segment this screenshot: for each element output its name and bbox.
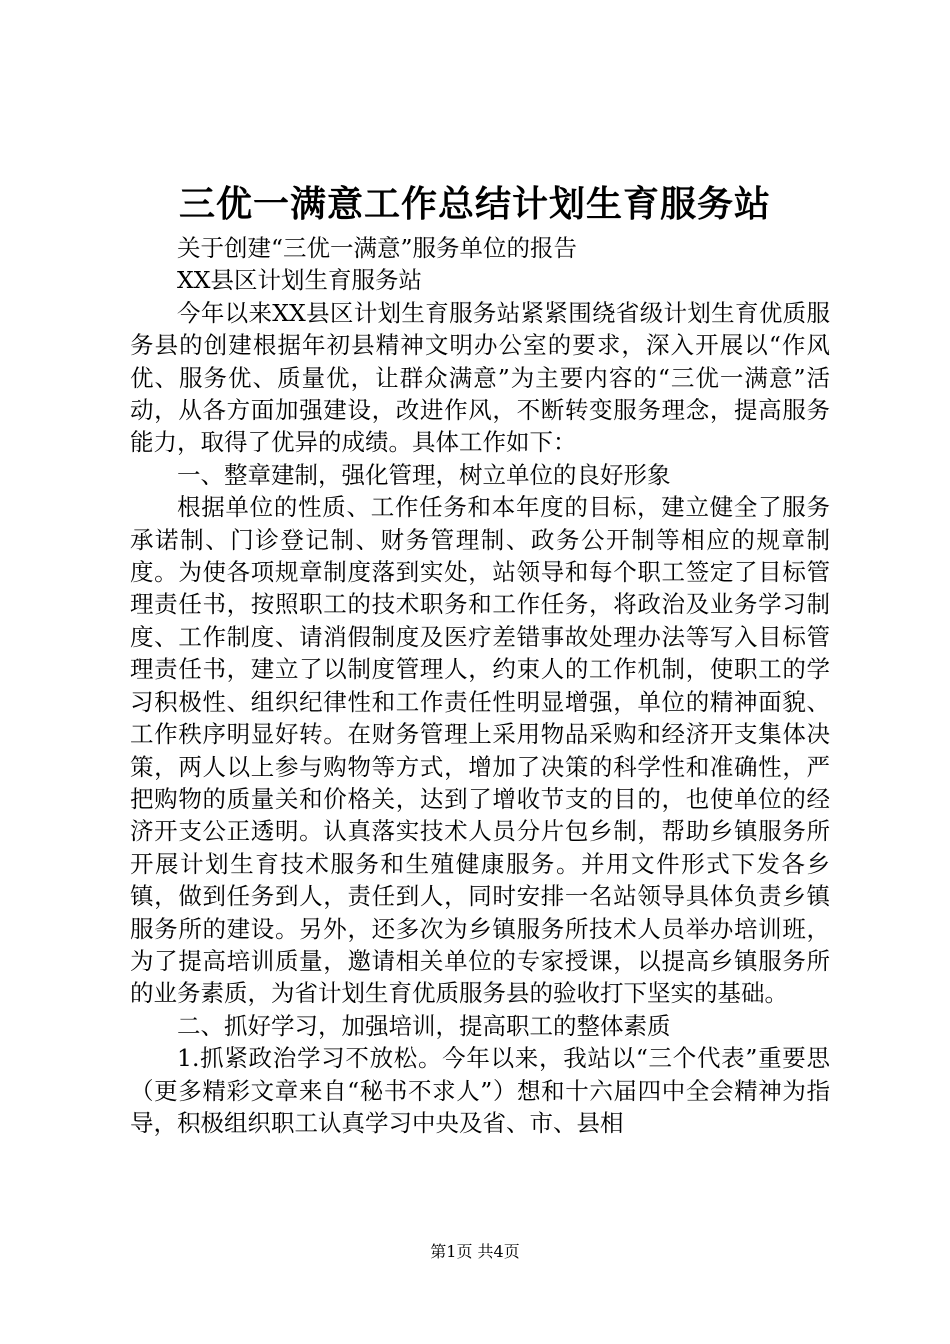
document-body bbox=[130, 232, 830, 1139]
section-heading-1: 一、整章建制，强化管理，树立单位的良好形象 bbox=[177, 460, 671, 489]
section-2-paragraph: 1.抓紧政治学习不放松。今年以来，我站以“三个代表”重要思（更多精彩文章来自“秘书不求人”）想和十六届四中全会精神为指导，积极组织职工认真学习中央及省、市、县相 bbox=[130, 1044, 830, 1137]
page-number-footer: 第1页 共4页 bbox=[430, 1242, 520, 1261]
report-heading: 关于创建“三优一满意”服务单位的报告 bbox=[177, 234, 578, 262]
document-title: 三优一满意工作总结计划生育服务站 bbox=[178, 183, 771, 225]
section-heading-2: 二、抓好学习，加强培训，提高职工的整体素质 bbox=[177, 1011, 671, 1040]
organization-name: XX县区计划生育服务站 bbox=[177, 266, 422, 295]
intro-paragraph: 今年以来XX县区计划生育服务站紧紧围绕省级计划生育优质服务县的创建根据年初县精神文明办公室的要求，深入开展以“作风优、服务优、质量优，让群众满意”为主要内容的“三优一满意”活动，从各方面加强建设，改进作风，不断转变服务理念，提高服务能力，取得了优异的成绩。具体工作如下： bbox=[130, 298, 830, 457]
section-1-paragraph: 根据单位的性质、工作任务和本年度的目标，建立健全了服务承诺制、门诊登记制、财务管理制、政务公开制等相应的规章制度。为使各项规章制度落到实处，站领导和每个职工签定了目标管理责任书，按照职工的技术职务和工作任务，将政治及业务学习制度、工作制度、请消假制度及医疗差错事故处理办法等写入目标管理责任书，建立了以制度管理人，约束人的工作机制，使职工的学习积极性、组织纪律性和工作责任性明显增强，单位的精神面貌、工作秩序明显好转。在财务管理上采用物品采购和经济开支集体决策，两人以上参与购物等方式，增加了决策的科学性和准确性，严把购物的质量关和价格关，达到了增收节支的目的，也使单位的经济开支公正透明。认真落实技术人员分片包乡制，帮助乡镇服务所开展计划生育技术服务和生殖健康服务。并用文件形式下发各乡镇，做到任务到人，责任到人，同时安排一名站领导具体负责乡镇服务所的建设。另外，还多次为乡镇服务所技术人员举办培训班，为了提高培训质量，邀请相关单位的专家授课，以提高乡镇服务所的业务素质，为省计划生育优质服务县的验收打下坚实的基础。 bbox=[130, 493, 830, 1008]
